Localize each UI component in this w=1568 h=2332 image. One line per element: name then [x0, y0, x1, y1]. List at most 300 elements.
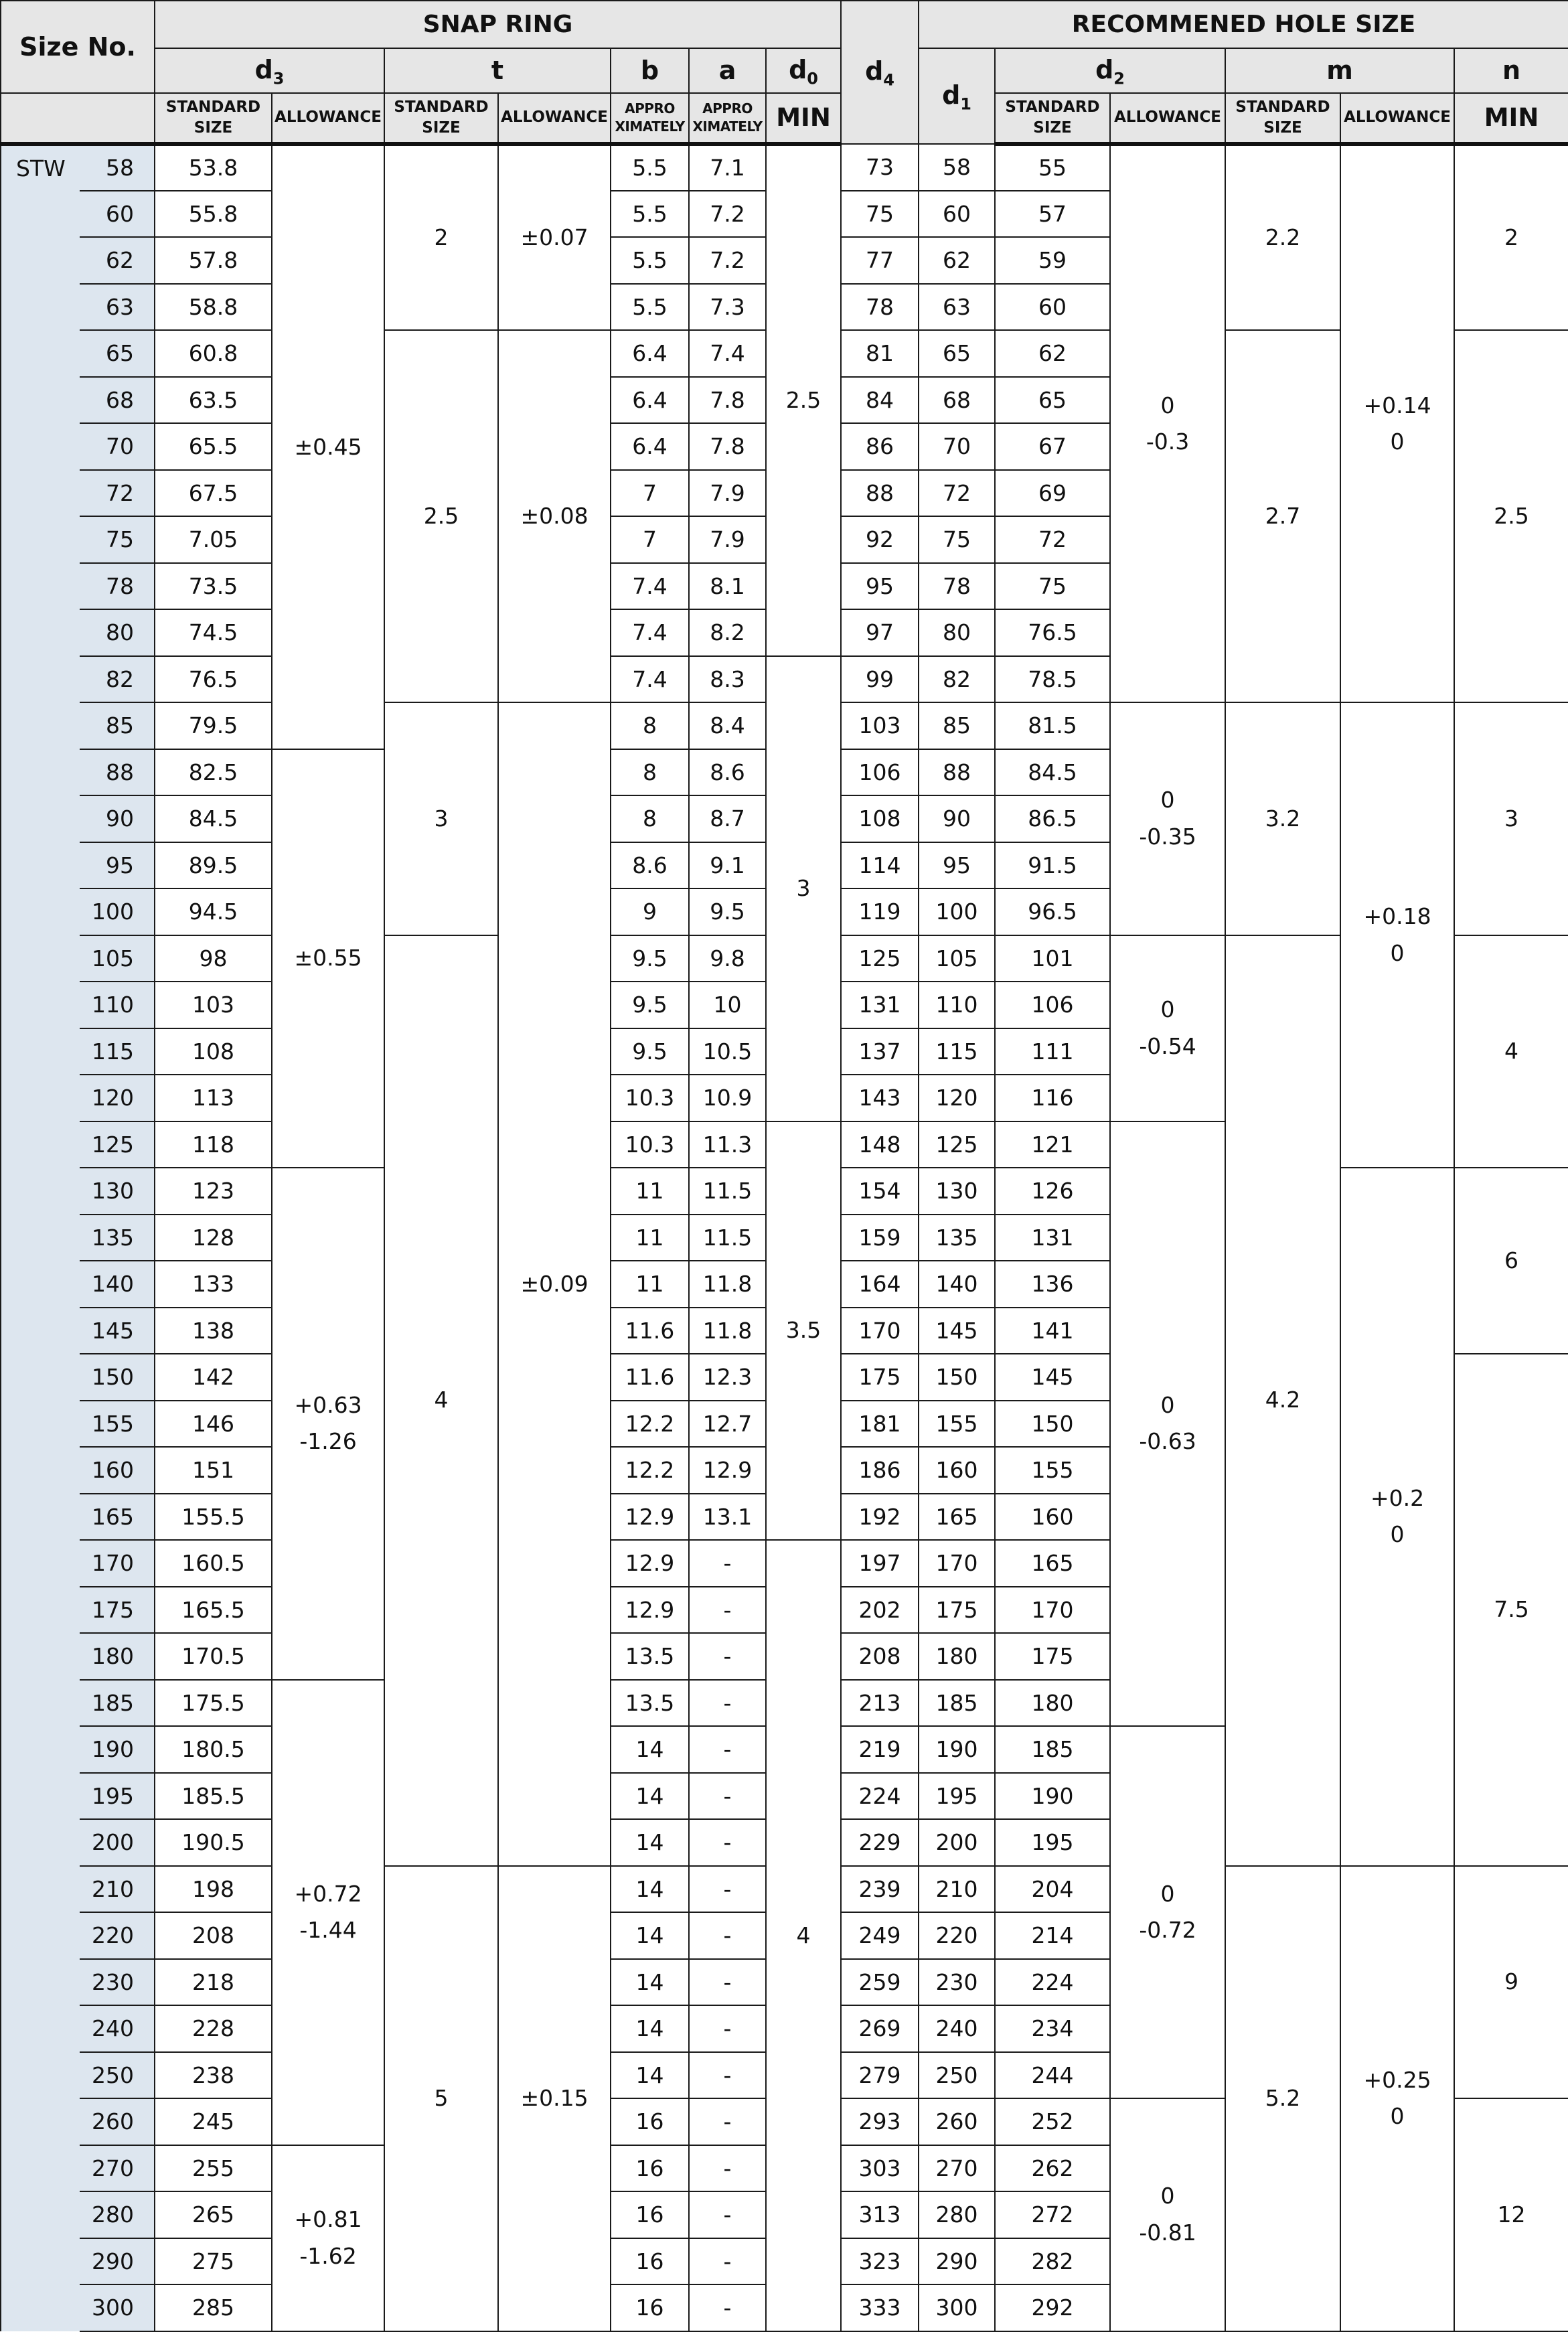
- d3-cell: 67.5: [155, 470, 272, 517]
- a-cell: 9.8: [689, 935, 766, 982]
- t-allowance-cell: [498, 144, 611, 330]
- size-no-subheader: [1, 93, 155, 144]
- d2-cell: 224: [995, 1959, 1110, 2006]
- a-cell: -: [689, 2005, 766, 2052]
- d3-cell: 170.5: [155, 1633, 272, 1680]
- size-no-cell: 220: [80, 1912, 155, 1959]
- size-no-cell: 190: [80, 1726, 155, 1773]
- t-allowance-line: ±0.07: [520, 224, 589, 250]
- d2-cell: 86.5: [995, 795, 1110, 842]
- m-allowance-line: +0.14: [1363, 392, 1431, 418]
- d3-cell: 58.8: [155, 284, 272, 331]
- m-standard-cell: [1225, 1866, 1340, 2331]
- size-no-cell: 62: [80, 237, 155, 284]
- t-allowance-label: ALLOWANCE: [498, 93, 611, 144]
- d1-cell: 155: [919, 1401, 995, 1448]
- d3-cell: 138: [155, 1308, 272, 1354]
- b-cell: 12.2: [611, 1401, 689, 1448]
- d2-cell: 126: [995, 1168, 1110, 1215]
- size-no-cell: 240: [80, 2005, 155, 2052]
- d2-cell: 76.5: [995, 609, 1110, 656]
- m-standard-cell: [1225, 144, 1340, 330]
- d2-cell: 165: [995, 1540, 1110, 1587]
- d2-allowance-line: 0: [1160, 1391, 1175, 1418]
- d2-cell: 116: [995, 1075, 1110, 1121]
- size-no-cell: 260: [80, 2098, 155, 2145]
- a-header: a: [689, 48, 766, 93]
- d3-cell: 82.5: [155, 749, 272, 796]
- b-cell: 12.9: [611, 1540, 689, 1587]
- size-no-cell: 120: [80, 1075, 155, 1121]
- t-header: t: [384, 48, 611, 93]
- t-standard-line: 3: [434, 805, 449, 832]
- d0-cell: [766, 656, 841, 1121]
- d1-cell: 240: [919, 2005, 995, 2052]
- m-standard-line: 4.2: [1265, 1387, 1301, 1413]
- d2-allowance-label: ALLOWANCE: [1110, 93, 1225, 144]
- d2-cell: 121: [995, 1121, 1110, 1168]
- n-min-line: 7.5: [1494, 1596, 1529, 1623]
- d4-cell: 137: [841, 1028, 919, 1075]
- d3-allowance-line: ±0.55: [294, 945, 362, 971]
- b-cell: 13.5: [611, 1633, 689, 1680]
- a-cell: 7.2: [689, 191, 766, 238]
- d2-cell: 136: [995, 1261, 1110, 1308]
- m-standard-cell: [1225, 330, 1340, 702]
- d4-cell: 219: [841, 1726, 919, 1773]
- m-standard-line: 3.2: [1265, 805, 1301, 832]
- d1-cell: 85: [919, 702, 995, 749]
- d4-cell: 108: [841, 795, 919, 842]
- a-cell: -: [689, 1633, 766, 1680]
- d2-cell: 214: [995, 1912, 1110, 1959]
- d4-cell: 86: [841, 423, 919, 470]
- a-cell: 7.2: [689, 237, 766, 284]
- n-min-line: 3: [1504, 805, 1519, 832]
- d2-cell: 69: [995, 470, 1110, 517]
- size-no-cell: 125: [80, 1121, 155, 1168]
- d0-line: 3: [796, 874, 811, 901]
- size-no-cell: 63: [80, 284, 155, 331]
- d4-cell: 143: [841, 1075, 919, 1121]
- d3-allowance-cell: [272, 1168, 384, 1680]
- size-no-cell: 85: [80, 702, 155, 749]
- d4-cell: 259: [841, 1959, 919, 2006]
- size-no-cell: 250: [80, 2052, 155, 2099]
- d3-cell: 103: [155, 982, 272, 1028]
- d3-cell: 180.5: [155, 1726, 272, 1773]
- d4-cell: 279: [841, 2052, 919, 2099]
- d1-cell: 115: [919, 1028, 995, 1075]
- size-no-cell: 105: [80, 935, 155, 982]
- size-no-header: Size No.: [1, 1, 155, 93]
- b-cell: 7: [611, 516, 689, 563]
- d3-allowance-line: -1.44: [299, 1917, 357, 1943]
- m-standard-line: 2.7: [1265, 502, 1301, 529]
- a-cell: -: [689, 1912, 766, 1959]
- d3-cell: 53.8: [155, 144, 272, 191]
- d3-cell: 175.5: [155, 1680, 272, 1727]
- m-allowance-line: +0.2: [1370, 1484, 1425, 1511]
- a-cell: 9.5: [689, 888, 766, 935]
- t-standard-cell: [384, 935, 498, 1866]
- d1-cell: 120: [919, 1075, 995, 1121]
- a-cell: 10: [689, 982, 766, 1028]
- m-allowance-cell: [1340, 1168, 1454, 1866]
- m-allowance-label: ALLOWANCE: [1340, 93, 1454, 144]
- d3-cell: 63.5: [155, 377, 272, 424]
- b-cell: 13.5: [611, 1680, 689, 1727]
- m-allowance-line: +0.25: [1363, 2066, 1431, 2093]
- d2-cell: 67: [995, 423, 1110, 470]
- b-cell: 9.5: [611, 1028, 689, 1075]
- d2-allowance-line: 0: [1160, 787, 1175, 813]
- a-cell: -: [689, 1726, 766, 1773]
- a-cell: -: [689, 1819, 766, 1866]
- d1-cell: 190: [919, 1726, 995, 1773]
- d1-cell: 63: [919, 284, 995, 331]
- d2-cell: 62: [995, 330, 1110, 377]
- d3-allowance-cell: [272, 144, 384, 749]
- table-header: [1, 1, 1568, 144]
- d3-cell: 118: [155, 1121, 272, 1168]
- d0-cell: [766, 144, 841, 656]
- d2-allowance-cell: [1110, 1726, 1225, 2098]
- d1-cell: 58: [919, 144, 995, 191]
- d2-cell: 57: [995, 191, 1110, 238]
- a-cell: -: [689, 1587, 766, 1634]
- m-header: m: [1225, 48, 1454, 93]
- d1-cell: 62: [919, 237, 995, 284]
- d4-cell: 75: [841, 191, 919, 238]
- d4-cell: 125: [841, 935, 919, 982]
- d3-allowance-label: ALLOWANCE: [272, 93, 384, 144]
- d2-allowance-line: -0.54: [1139, 1032, 1196, 1059]
- d4-cell: 78: [841, 284, 919, 331]
- d2-standard-size-label: STANDARD SIZE: [995, 93, 1110, 144]
- d1-cell: 160: [919, 1447, 995, 1494]
- size-no-cell: 95: [80, 842, 155, 889]
- b-cell: 16: [611, 2238, 689, 2285]
- d2-cell: 78.5: [995, 656, 1110, 703]
- b-cell: 11.6: [611, 1354, 689, 1401]
- a-cell: 11.5: [689, 1215, 766, 1261]
- size-no-cell: 230: [80, 1959, 155, 2006]
- b-cell: 16: [611, 2145, 689, 2192]
- n-min-cell: [1454, 1354, 1568, 1866]
- d1-cell: 65: [919, 330, 995, 377]
- t-standard-line: 2.5: [423, 502, 459, 529]
- d3-cell: 89.5: [155, 842, 272, 889]
- a-cell: 9.1: [689, 842, 766, 889]
- d4-cell: 148: [841, 1121, 919, 1168]
- d2-allowance-cell: [1110, 2098, 1225, 2331]
- d3-cell: 123: [155, 1168, 272, 1215]
- b-cell: 12.9: [611, 1494, 689, 1541]
- recommended-hole-header: RECOMMENED HOLE SIZE: [919, 1, 1568, 48]
- d3-cell: 73.5: [155, 563, 272, 610]
- d4-cell: 131: [841, 982, 919, 1028]
- d4-cell: 249: [841, 1912, 919, 1959]
- d4-cell: 269: [841, 2005, 919, 2052]
- d1-cell: 195: [919, 1773, 995, 1820]
- size-no-cell: 65: [80, 330, 155, 377]
- t-standard-line: 4: [434, 1387, 449, 1413]
- d0-header: $d_0$: [766, 48, 841, 93]
- size-no-cell: 82: [80, 656, 155, 703]
- a-cell: 11.3: [689, 1121, 766, 1168]
- d4-cell: 303: [841, 2145, 919, 2192]
- b-cell: 16: [611, 2098, 689, 2145]
- d1-cell: 140: [919, 1261, 995, 1308]
- b-cell: 14: [611, 1819, 689, 1866]
- t-allowance-cell: [498, 1866, 611, 2331]
- d0-line: 2.5: [785, 387, 821, 414]
- size-no-cell: 135: [80, 1215, 155, 1261]
- t-standard-line: 2: [434, 224, 449, 250]
- d3-cell: 133: [155, 1261, 272, 1308]
- n-min-cell: [1454, 1168, 1568, 1354]
- a-cell: -: [689, 2284, 766, 2331]
- d3-allowance-line: ±0.45: [294, 433, 362, 460]
- a-cell: -: [689, 1540, 766, 1587]
- d0-line: 3.5: [785, 1317, 821, 1344]
- d4-cell: 103: [841, 702, 919, 749]
- size-no-cell: 88: [80, 749, 155, 796]
- d4-cell: 224: [841, 1773, 919, 1820]
- t-standard-size-label: STANDARD SIZE: [384, 93, 498, 144]
- a-cell: -: [689, 2145, 766, 2192]
- b-cell: 11: [611, 1261, 689, 1308]
- size-no-cell: 75: [80, 516, 155, 563]
- d4-cell: 323: [841, 2238, 919, 2285]
- d3-header: $d_3$: [155, 48, 384, 93]
- size-no-cell: 150: [80, 1354, 155, 1401]
- size-no-cell: 200: [80, 1819, 155, 1866]
- d1-cell: 200: [919, 1819, 995, 1866]
- a-approximately-label: APPRO XIMATELY: [689, 93, 766, 144]
- b-cell: 14: [611, 2005, 689, 2052]
- d1-cell: 100: [919, 888, 995, 935]
- a-cell: 11.8: [689, 1308, 766, 1354]
- d3-allowance-cell: [272, 1680, 384, 2145]
- d1-cell: 150: [919, 1354, 995, 1401]
- d2-cell: 170: [995, 1587, 1110, 1634]
- d1-cell: 72: [919, 470, 995, 517]
- n-min-label: MIN: [1454, 93, 1568, 144]
- size-no-cell: 140: [80, 1261, 155, 1308]
- size-no-cell: 145: [80, 1308, 155, 1354]
- d1-cell: 280: [919, 2191, 995, 2238]
- b-cell: 12.9: [611, 1587, 689, 1634]
- d3-cell: 190.5: [155, 1819, 272, 1866]
- d3-allowance-line: -1.26: [299, 1428, 357, 1455]
- n-min-cell: [1454, 144, 1568, 330]
- d2-cell: 185: [995, 1726, 1110, 1773]
- d1-cell: 60: [919, 191, 995, 238]
- d1-cell: 125: [919, 1121, 995, 1168]
- d3-cell: 198: [155, 1866, 272, 1913]
- d1-cell: 105: [919, 935, 995, 982]
- d4-header: $d_4$: [841, 1, 919, 144]
- d0-line: 4: [796, 1922, 811, 1948]
- a-cell: 8.4: [689, 702, 766, 749]
- d1-cell: 300: [919, 2284, 995, 2331]
- d2-cell: 84.5: [995, 749, 1110, 796]
- size-no-cell: 115: [80, 1028, 155, 1075]
- d3-cell: 155.5: [155, 1494, 272, 1541]
- d2-allowance-line: -0.63: [1139, 1428, 1196, 1455]
- d4-cell: 119: [841, 888, 919, 935]
- d4-cell: 333: [841, 2284, 919, 2331]
- b-cell: 9: [611, 888, 689, 935]
- d3-cell: 245: [155, 2098, 272, 2145]
- b-cell: 11: [611, 1168, 689, 1215]
- size-no-cell: 70: [80, 423, 155, 470]
- d1-cell: 185: [919, 1680, 995, 1727]
- b-approximately-label: APPRO XIMATELY: [611, 93, 689, 144]
- b-cell: 6.4: [611, 330, 689, 377]
- m-allowance-line: 0: [1390, 2103, 1405, 2129]
- t-standard-cell: [384, 1866, 498, 2331]
- b-cell: 11: [611, 1215, 689, 1261]
- d1-cell: 68: [919, 377, 995, 424]
- a-cell: -: [689, 2238, 766, 2285]
- d2-header: $d_2$: [995, 48, 1225, 93]
- d1-cell: 70: [919, 423, 995, 470]
- table-body: [1, 144, 1568, 2331]
- d3-cell: 98: [155, 935, 272, 982]
- b-cell: 11.6: [611, 1308, 689, 1354]
- d4-cell: 313: [841, 2191, 919, 2238]
- d4-cell: 197: [841, 1540, 919, 1587]
- d1-cell: 290: [919, 2238, 995, 2285]
- m-standard-cell: [1225, 935, 1340, 1866]
- d1-cell: 75: [919, 516, 995, 563]
- a-cell: 11.8: [689, 1261, 766, 1308]
- b-cell: 9.5: [611, 935, 689, 982]
- b-cell: 5.5: [611, 144, 689, 191]
- d0-cell: [766, 1540, 841, 2331]
- b-cell: 10.3: [611, 1075, 689, 1121]
- n-min-cell: [1454, 702, 1568, 935]
- size-no-cell: 60: [80, 191, 155, 238]
- n-min-line: 2: [1504, 224, 1519, 250]
- d4-cell: 202: [841, 1587, 919, 1634]
- n-min-line: 6: [1504, 1247, 1519, 1273]
- a-cell: 8.7: [689, 795, 766, 842]
- m-allowance-line: 0: [1390, 1521, 1405, 1548]
- a-cell: 7.8: [689, 377, 766, 424]
- b-cell: 8: [611, 795, 689, 842]
- t-standard-cell: [384, 330, 498, 702]
- d3-cell: 185.5: [155, 1773, 272, 1820]
- b-cell: 10.3: [611, 1121, 689, 1168]
- m-allowance-cell: [1340, 1866, 1454, 2331]
- d3-cell: 165.5: [155, 1587, 272, 1634]
- a-cell: 8.2: [689, 609, 766, 656]
- a-cell: 13.1: [689, 1494, 766, 1541]
- d4-cell: 97: [841, 609, 919, 656]
- size-no-cell: 300: [80, 2284, 155, 2331]
- d3-cell: 108: [155, 1028, 272, 1075]
- series-label: STW: [1, 144, 80, 2331]
- t-allowance-cell: [498, 702, 611, 1866]
- d2-cell: 244: [995, 2052, 1110, 2099]
- d2-cell: 101: [995, 935, 1110, 982]
- size-no-cell: 290: [80, 2238, 155, 2285]
- d4-cell: 92: [841, 516, 919, 563]
- d2-cell: 160: [995, 1494, 1110, 1541]
- d1-cell: 210: [919, 1866, 995, 1913]
- d2-cell: 175: [995, 1633, 1110, 1680]
- n-min-cell: [1454, 330, 1568, 702]
- d3-cell: 151: [155, 1447, 272, 1494]
- d4-cell: 170: [841, 1308, 919, 1354]
- d2-cell: 72: [995, 516, 1110, 563]
- d1-cell: 165: [919, 1494, 995, 1541]
- d3-allowance-line: +0.81: [294, 2206, 362, 2233]
- b-cell: 5.5: [611, 191, 689, 238]
- a-cell: -: [689, 2191, 766, 2238]
- a-cell: -: [689, 1680, 766, 1727]
- a-cell: 8.1: [689, 563, 766, 610]
- snap-ring-header: SNAP RING: [155, 1, 841, 48]
- b-cell: 7.4: [611, 609, 689, 656]
- d2-allowance-line: -0.72: [1139, 1917, 1196, 1943]
- d4-cell: 181: [841, 1401, 919, 1448]
- d2-allowance-cell: [1110, 144, 1225, 702]
- b-cell: 14: [611, 1726, 689, 1773]
- size-no-cell: 210: [80, 1866, 155, 1913]
- d2-cell: 155: [995, 1447, 1110, 1494]
- a-cell: -: [689, 1866, 766, 1913]
- d1-cell: 135: [919, 1215, 995, 1261]
- b-cell: 7.4: [611, 656, 689, 703]
- n-min-line: 2.5: [1494, 502, 1529, 529]
- b-cell: 14: [611, 1912, 689, 1959]
- d1-cell: 250: [919, 2052, 995, 2099]
- size-no-cell: 160: [80, 1447, 155, 1494]
- d4-cell: 84: [841, 377, 919, 424]
- d3-allowance-line: -1.62: [299, 2242, 357, 2269]
- d2-cell: 145: [995, 1354, 1110, 1401]
- d3-cell: 265: [155, 2191, 272, 2238]
- b-cell: 8.6: [611, 842, 689, 889]
- d0-min-label: MIN: [766, 93, 841, 144]
- d3-cell: 146: [155, 1401, 272, 1448]
- d3-allowance-cell: [272, 749, 384, 1168]
- d2-cell: 60: [995, 284, 1110, 331]
- a-cell: 7.4: [689, 330, 766, 377]
- d4-cell: 106: [841, 749, 919, 796]
- b-cell: 12.2: [611, 1447, 689, 1494]
- d4-cell: 186: [841, 1447, 919, 1494]
- n-min-cell: [1454, 2098, 1568, 2331]
- n-min-cell: [1454, 935, 1568, 1168]
- d2-cell: 81.5: [995, 702, 1110, 749]
- d4-cell: 175: [841, 1354, 919, 1401]
- a-cell: -: [689, 2098, 766, 2145]
- m-allowance-line: +0.18: [1363, 903, 1431, 930]
- d3-cell: 208: [155, 1912, 272, 1959]
- b-cell: 14: [611, 2052, 689, 2099]
- d2-allowance-cell: [1110, 1121, 1225, 1727]
- d3-cell: 55.8: [155, 191, 272, 238]
- size-no-cell: 110: [80, 982, 155, 1028]
- d1-cell: 90: [919, 795, 995, 842]
- a-cell: 7.9: [689, 516, 766, 563]
